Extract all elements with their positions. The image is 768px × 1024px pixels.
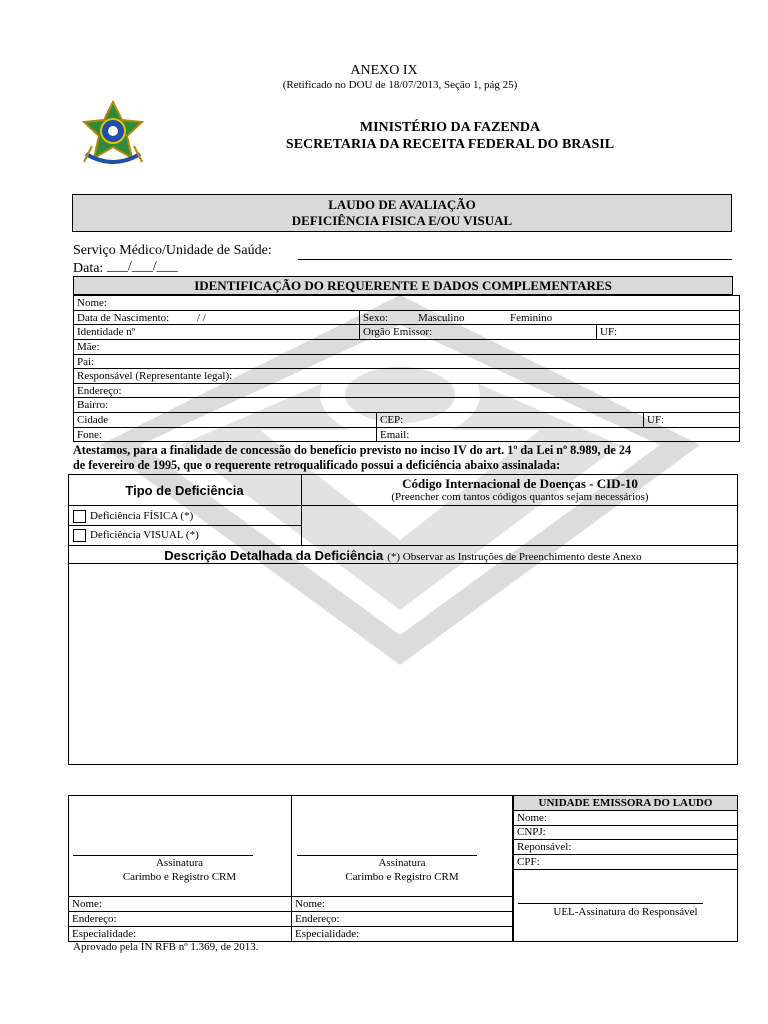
brazil-coat-of-arms-icon	[78, 100, 148, 168]
legal-representative-field[interactable]: Responsável (Representante legal):	[77, 370, 233, 382]
uf-field[interactable]: UF:	[600, 326, 618, 338]
doctor1-specialty-field[interactable]: Especialidade:	[72, 928, 137, 940]
address-field[interactable]: Endereço:	[77, 385, 122, 397]
identification-heading: IDENTIFICAÇÃO DO REQUERENTE E DADOS COMPLEMENTARES	[73, 276, 733, 295]
signature1-crm-label: Carimbo e Registro CRM	[122, 871, 237, 883]
doctor1-name-field[interactable]: Nome:	[72, 898, 102, 910]
signature-line-2[interactable]	[297, 855, 477, 856]
sex-male-option[interactable]: Masculino	[418, 312, 465, 324]
sex-female-option[interactable]: Feminino	[510, 312, 553, 324]
name-field[interactable]: Nome:	[77, 297, 107, 309]
zip-field[interactable]: CEP:	[380, 414, 404, 426]
birthdate-field[interactable]: Data de Nascimento:	[77, 312, 170, 324]
annex-title: ANEXO IX	[350, 63, 418, 78]
visual-deficiency-label: Deficiência VISUAL (*)	[90, 529, 199, 541]
report-title-line1: LAUDO DE AVALIAÇÃO	[328, 197, 476, 212]
description-note: (*) Observar as Instruções de Preenchimento deste Anexo	[387, 551, 642, 563]
approval-note: Aprovado pela IN RFB nº 1.369, de 2013.	[73, 941, 259, 953]
issuer-heading: UNIDADE EMISSORA DO LAUDO	[513, 795, 738, 811]
doctor2-specialty-field[interactable]: Especialidade:	[295, 928, 360, 940]
description-field[interactable]	[69, 564, 737, 764]
ministry-title: MINISTÉRIO DA FAZENDA	[359, 120, 541, 135]
issuing-agency-field[interactable]: Orgão Emissor:	[363, 326, 433, 338]
visual-deficiency-checkbox[interactable]	[73, 529, 86, 542]
secretariat-title: SECRETARIA DA RECEITA FEDERAL DO BRASIL	[285, 137, 615, 152]
sex-label: Sexo:	[363, 312, 389, 324]
uf2-field[interactable]: UF:	[647, 414, 665, 426]
email-field[interactable]: Email:	[380, 429, 410, 441]
identity-field[interactable]: Identidade nº	[77, 326, 136, 338]
date-label: Data:	[73, 261, 104, 276]
report-title-line2: DEFICIÊNCIA FISICA E/OU VISUAL	[291, 213, 513, 228]
signature1-label: Assinatura	[155, 857, 204, 869]
doctor2-address-field[interactable]: Endereço:	[295, 913, 340, 925]
physical-deficiency-label: Deficiência FÍSICA (*)	[90, 510, 194, 522]
service-label: Serviço Médico/Unidade de Saúde:	[73, 243, 272, 258]
issuer-cnpj-field[interactable]: CNPJ:	[517, 826, 546, 838]
phone-field[interactable]: Fone:	[77, 429, 103, 441]
physical-deficiency-checkbox[interactable]	[73, 510, 86, 523]
description-heading: Descrição Detalhada da Deficiência	[164, 548, 384, 563]
doctor2-name-field[interactable]: Nome:	[295, 898, 325, 910]
doctor1-address-field[interactable]: Endereço:	[72, 913, 117, 925]
birthdate-slashes: / /	[197, 312, 206, 324]
rectification-note: (Retificado no DOU de 18/07/2013, Seção 1, pág 25)	[282, 79, 518, 91]
date-field[interactable]: ___/___/___	[107, 259, 178, 274]
father-field[interactable]: Pai:	[77, 356, 95, 368]
service-field[interactable]	[298, 259, 732, 260]
issuer-signature-label: UEL-Assinatura do Responsável	[553, 906, 698, 918]
signature-line-1[interactable]	[73, 855, 253, 856]
attestation-text-line2: de fevereiro de 1995, que o requerente retroqualificado possui a deficiência abaixo assinalada:	[73, 458, 561, 472]
city-field[interactable]: Cidade	[77, 414, 109, 426]
mother-field[interactable]: Mãe:	[77, 341, 100, 353]
issuer-responsible-field[interactable]: Reponsável:	[517, 841, 572, 853]
report-title-box	[72, 194, 732, 232]
issuer-signature-line[interactable]	[518, 903, 703, 904]
signature2-label: Assinatura	[378, 857, 426, 869]
deficiency-type-heading: Tipo de Deficiência	[125, 483, 244, 498]
neighborhood-field[interactable]: Bairro:	[77, 399, 109, 411]
cid-note: (Preencher com tantos códigos quantos sejam necessários)	[391, 491, 649, 503]
description-heading-row	[68, 547, 738, 565]
cid-heading: Código Internacional de Doenças - CID-10	[402, 476, 638, 491]
issuer-cpf-field[interactable]: CPF:	[517, 856, 540, 868]
signature2-crm-label: Carimbo e Registro CRM	[345, 871, 459, 883]
issuer-name-field[interactable]: Nome:	[517, 812, 547, 824]
cid-codes-field[interactable]	[302, 506, 738, 545]
attestation-text-line1: Atestamos, para a finalidade de concessão do benefício previsto no inciso IV do art. 1º da Lei nº 8.989, de 24	[73, 443, 632, 457]
